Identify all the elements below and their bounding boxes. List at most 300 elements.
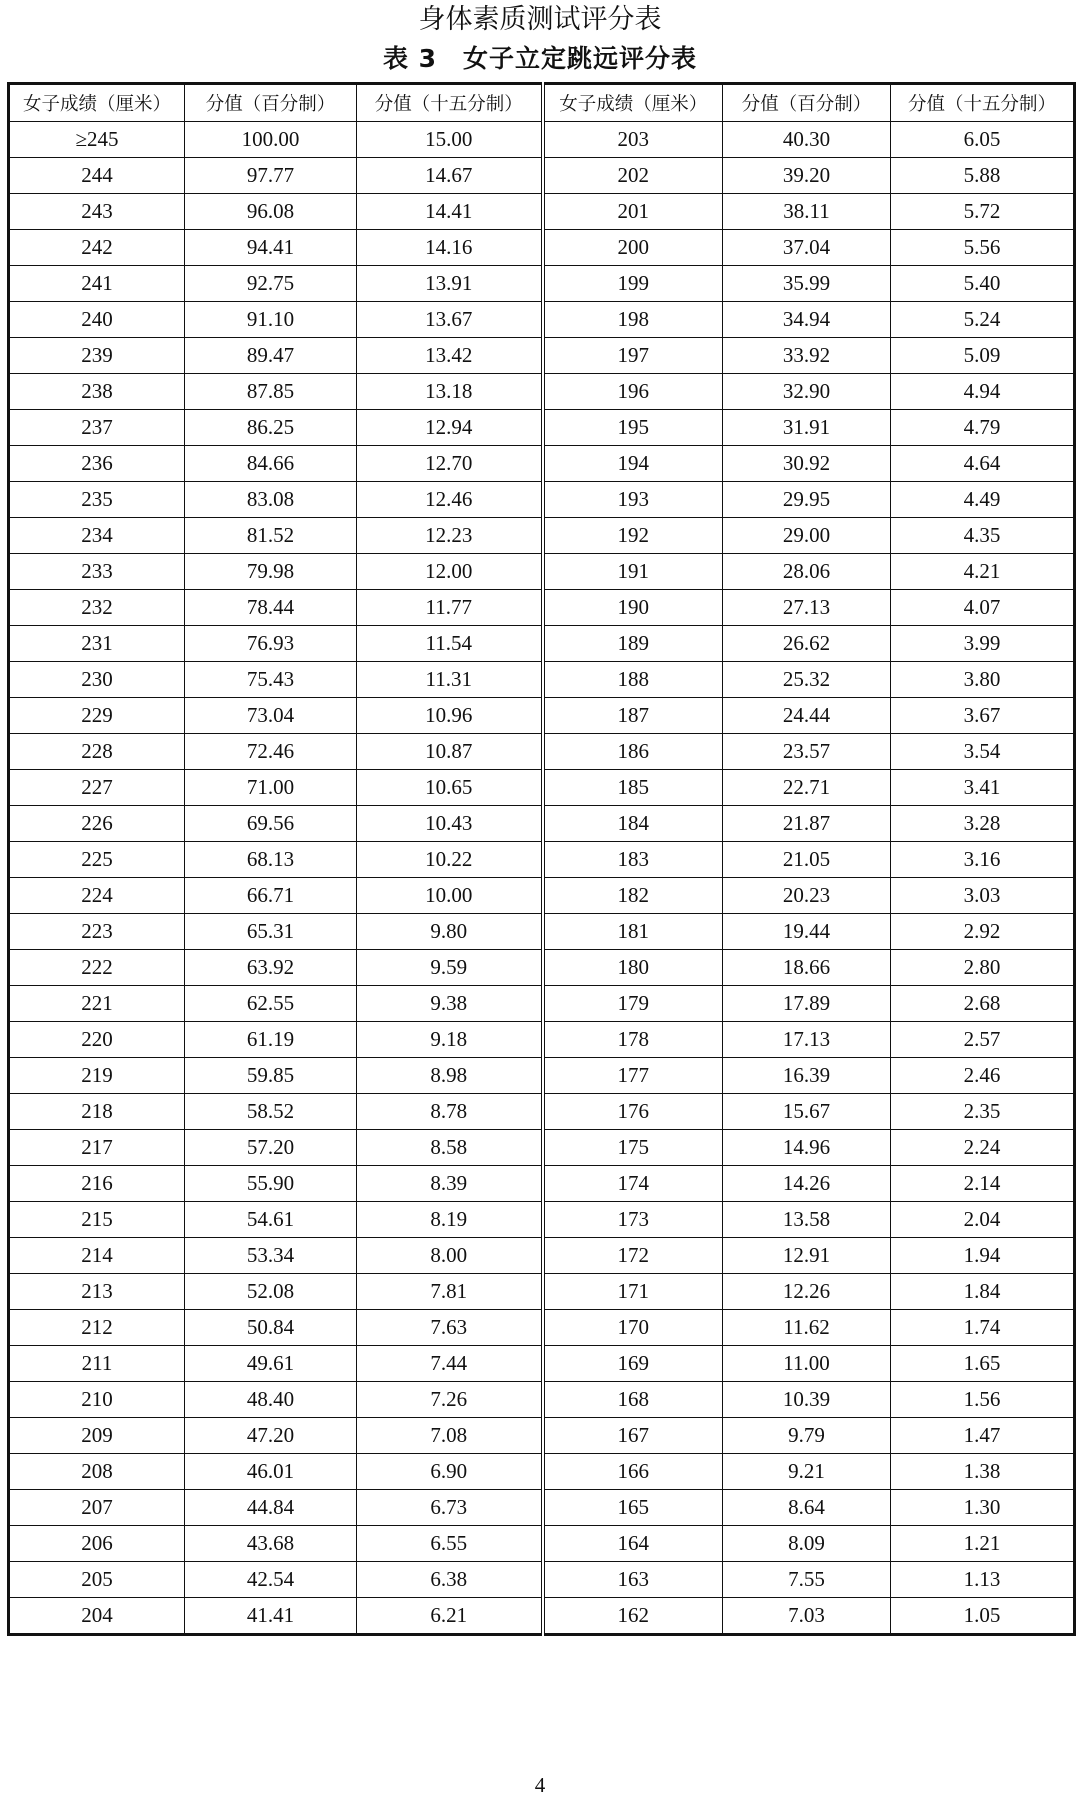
table-cell: 187	[543, 698, 723, 734]
table-subtitle: 表 3 女子立定跳远评分表	[382, 44, 698, 73]
table-cell: 57.20	[185, 1130, 357, 1166]
table-cell: 2.80	[891, 950, 1075, 986]
table-cell: 10.39	[723, 1382, 891, 1418]
table-cell: 22.71	[723, 770, 891, 806]
table-cell: 44.84	[185, 1490, 357, 1526]
table-cell: 1.13	[891, 1562, 1075, 1598]
table-cell: 13.18	[357, 374, 543, 410]
document-title: 身体素质测试评分表	[418, 4, 662, 35]
table-cell: 29.95	[723, 482, 891, 518]
column-header: 分值（十五分制）	[357, 84, 543, 122]
table-cell: 43.68	[185, 1526, 357, 1562]
table-cell: 84.66	[185, 446, 357, 482]
table-cell: 96.08	[185, 194, 357, 230]
table-cell: 205	[9, 1562, 185, 1598]
table-cell: 175	[543, 1130, 723, 1166]
page-number: 4	[534, 1773, 546, 1797]
table-cell: 4.49	[891, 482, 1075, 518]
table-cell: 243	[9, 194, 185, 230]
table-cell: 238	[9, 374, 185, 410]
table-cell: 8.64	[723, 1490, 891, 1526]
table-cell: 5.09	[891, 338, 1075, 374]
table-cell: 38.11	[723, 194, 891, 230]
table-cell: 8.00	[357, 1238, 543, 1274]
table-cell: 75.43	[185, 662, 357, 698]
table-cell: 21.05	[723, 842, 891, 878]
table-row	[9, 1562, 1075, 1598]
table-cell: 91.10	[185, 302, 357, 338]
table-cell: 216	[9, 1166, 185, 1202]
table-cell: 183	[543, 842, 723, 878]
table-cell: 220	[9, 1022, 185, 1058]
table-cell: 215	[9, 1202, 185, 1238]
table-cell: 86.25	[185, 410, 357, 446]
table-cell: 4.94	[891, 374, 1075, 410]
table-cell: 6.21	[357, 1598, 543, 1635]
table-cell: 65.31	[185, 914, 357, 950]
table-cell: 89.47	[185, 338, 357, 374]
table-cell: 185	[543, 770, 723, 806]
table-cell: 9.38	[357, 986, 543, 1022]
table-cell: 49.61	[185, 1346, 357, 1382]
table-cell: 11.00	[723, 1346, 891, 1382]
table-row	[9, 1310, 1075, 1346]
column-header: 分值（百分制）	[185, 84, 357, 122]
table-cell: 241	[9, 266, 185, 302]
table-cell: 73.04	[185, 698, 357, 734]
table-row	[9, 1274, 1075, 1310]
table-cell: 3.67	[891, 698, 1075, 734]
table-cell: 5.72	[891, 194, 1075, 230]
table-row	[9, 662, 1075, 698]
table-cell: 165	[543, 1490, 723, 1526]
table-cell: 11.31	[357, 662, 543, 698]
table-cell: 1.74	[891, 1310, 1075, 1346]
table-cell: 236	[9, 446, 185, 482]
column-header: 女子成绩（厘米）	[543, 84, 723, 122]
table-cell: 169	[543, 1346, 723, 1382]
table-cell: 199	[543, 266, 723, 302]
table-row	[9, 1094, 1075, 1130]
table-cell: 213	[9, 1274, 185, 1310]
table-cell: 71.00	[185, 770, 357, 806]
table-cell: 7.55	[723, 1562, 891, 1598]
table-cell: 37.04	[723, 230, 891, 266]
table-cell: 5.56	[891, 230, 1075, 266]
table-cell: 225	[9, 842, 185, 878]
table-cell: 162	[543, 1598, 723, 1635]
table-cell: 11.62	[723, 1310, 891, 1346]
table-cell: 17.89	[723, 986, 891, 1022]
table-cell: 167	[543, 1418, 723, 1454]
table-cell: 197	[543, 338, 723, 374]
table-cell: 188	[543, 662, 723, 698]
table-cell: 13.58	[723, 1202, 891, 1238]
table-cell: 26.62	[723, 626, 891, 662]
table-cell: 234	[9, 518, 185, 554]
table-cell: 4.07	[891, 590, 1075, 626]
table-cell: 172	[543, 1238, 723, 1274]
table-row	[9, 230, 1075, 266]
table-cell: 58.52	[185, 1094, 357, 1130]
table-cell: 190	[543, 590, 723, 626]
table-row	[9, 482, 1075, 518]
table-cell: 9.80	[357, 914, 543, 950]
table-cell: 33.92	[723, 338, 891, 374]
table-row	[9, 770, 1075, 806]
table-cell: 180	[543, 950, 723, 986]
table-cell: 235	[9, 482, 185, 518]
table-cell: 2.57	[891, 1022, 1075, 1058]
table-cell: 1.65	[891, 1346, 1075, 1382]
table-cell: 6.38	[357, 1562, 543, 1598]
table-cell: 201	[543, 194, 723, 230]
table-cell: 3.03	[891, 878, 1075, 914]
table-cell: 14.96	[723, 1130, 891, 1166]
table-cell: 47.20	[185, 1418, 357, 1454]
table-cell: 69.56	[185, 806, 357, 842]
table-cell: 14.26	[723, 1166, 891, 1202]
table-cell: 178	[543, 1022, 723, 1058]
table-cell: 1.38	[891, 1454, 1075, 1490]
table-cell: 211	[9, 1346, 185, 1382]
table-cell: 48.40	[185, 1382, 357, 1418]
table-row	[9, 518, 1075, 554]
table-cell: 4.64	[891, 446, 1075, 482]
table-cell: 8.58	[357, 1130, 543, 1166]
table-cell: 232	[9, 590, 185, 626]
table-cell: 41.41	[185, 1598, 357, 1635]
table-cell: 1.05	[891, 1598, 1075, 1635]
table-cell: 8.39	[357, 1166, 543, 1202]
table-row	[9, 1166, 1075, 1202]
table-cell: 79.98	[185, 554, 357, 590]
table-row	[9, 554, 1075, 590]
table-cell: 189	[543, 626, 723, 662]
table-cell: 72.46	[185, 734, 357, 770]
table-cell: 191	[543, 554, 723, 590]
table-cell: 186	[543, 734, 723, 770]
table-cell: 7.26	[357, 1382, 543, 1418]
table-cell: 81.52	[185, 518, 357, 554]
table-cell: 221	[9, 986, 185, 1022]
table-cell: 228	[9, 734, 185, 770]
table-cell: ≥245	[9, 122, 185, 158]
table-cell: 15.00	[357, 122, 543, 158]
column-header: 女子成绩（厘米）	[9, 84, 185, 122]
table-cell: 14.41	[357, 194, 543, 230]
table-cell: 4.79	[891, 410, 1075, 446]
table-cell: 244	[9, 158, 185, 194]
table-cell: 2.68	[891, 986, 1075, 1022]
score-table-container	[7, 82, 1073, 1636]
table-row	[9, 1418, 1075, 1454]
table-cell: 32.90	[723, 374, 891, 410]
table-cell: 208	[9, 1454, 185, 1490]
table-cell: 2.46	[891, 1058, 1075, 1094]
table-cell: 83.08	[185, 482, 357, 518]
table-row	[9, 374, 1075, 410]
table-cell: 10.22	[357, 842, 543, 878]
table-cell: 5.40	[891, 266, 1075, 302]
table-cell: 13.91	[357, 266, 543, 302]
table-cell: 204	[9, 1598, 185, 1635]
table-cell: 62.55	[185, 986, 357, 1022]
table-cell: 3.54	[891, 734, 1075, 770]
table-row	[9, 590, 1075, 626]
table-cell: 207	[9, 1490, 185, 1526]
table-cell: 20.23	[723, 878, 891, 914]
table-cell: 198	[543, 302, 723, 338]
table-cell: 12.70	[357, 446, 543, 482]
table-cell: 6.90	[357, 1454, 543, 1490]
table-cell: 218	[9, 1094, 185, 1130]
table-cell: 217	[9, 1130, 185, 1166]
table-cell: 9.21	[723, 1454, 891, 1490]
table-row	[9, 1238, 1075, 1274]
table-cell: 53.34	[185, 1238, 357, 1274]
table-cell: 1.94	[891, 1238, 1075, 1274]
table-row	[9, 446, 1075, 482]
table-cell: 46.01	[185, 1454, 357, 1490]
table-cell: 179	[543, 986, 723, 1022]
table-cell: 35.99	[723, 266, 891, 302]
table-cell: 7.81	[357, 1274, 543, 1310]
table-row	[9, 1526, 1075, 1562]
table-cell: 166	[543, 1454, 723, 1490]
table-cell: 9.79	[723, 1418, 891, 1454]
table-cell: 196	[543, 374, 723, 410]
table-row	[9, 1490, 1075, 1526]
table-cell: 10.87	[357, 734, 543, 770]
table-cell: 231	[9, 626, 185, 662]
table-cell: 4.21	[891, 554, 1075, 590]
table-cell: 181	[543, 914, 723, 950]
table-cell: 34.94	[723, 302, 891, 338]
table-row	[9, 734, 1075, 770]
table-cell: 5.88	[891, 158, 1075, 194]
table-cell: 230	[9, 662, 185, 698]
table-cell: 14.67	[357, 158, 543, 194]
table-cell: 2.04	[891, 1202, 1075, 1238]
table-cell: 239	[9, 338, 185, 374]
table-row	[9, 914, 1075, 950]
table-cell: 163	[543, 1562, 723, 1598]
table-row	[9, 266, 1075, 302]
table-row	[9, 950, 1075, 986]
table-cell: 15.67	[723, 1094, 891, 1130]
table-cell: 209	[9, 1418, 185, 1454]
table-cell: 10.00	[357, 878, 543, 914]
table-cell: 171	[543, 1274, 723, 1310]
table-cell: 76.93	[185, 626, 357, 662]
table-cell: 59.85	[185, 1058, 357, 1094]
table-cell: 21.87	[723, 806, 891, 842]
table-cell: 237	[9, 410, 185, 446]
table-cell: 214	[9, 1238, 185, 1274]
table-cell: 50.84	[185, 1310, 357, 1346]
table-cell: 54.61	[185, 1202, 357, 1238]
table-cell: 13.67	[357, 302, 543, 338]
table-cell: 97.77	[185, 158, 357, 194]
table-cell: 100.00	[185, 122, 357, 158]
table-cell: 182	[543, 878, 723, 914]
table-cell: 25.32	[723, 662, 891, 698]
table-row	[9, 986, 1075, 1022]
table-cell: 3.80	[891, 662, 1075, 698]
table-cell: 6.05	[891, 122, 1075, 158]
table-cell: 12.94	[357, 410, 543, 446]
table-row	[9, 1454, 1075, 1490]
table-cell: 27.13	[723, 590, 891, 626]
table-row	[9, 410, 1075, 446]
table-cell: 7.08	[357, 1418, 543, 1454]
table-cell: 242	[9, 230, 185, 266]
table-cell: 223	[9, 914, 185, 950]
table-cell: 39.20	[723, 158, 891, 194]
table-row	[9, 842, 1075, 878]
table-row	[9, 806, 1075, 842]
table-body	[9, 122, 1075, 1635]
table-row	[9, 194, 1075, 230]
table-row	[9, 1346, 1075, 1382]
table-row	[9, 698, 1075, 734]
table-row	[9, 1130, 1075, 1166]
table-row	[9, 158, 1075, 194]
table-cell: 219	[9, 1058, 185, 1094]
table-cell: 206	[9, 1526, 185, 1562]
table-cell: 227	[9, 770, 185, 806]
table-cell: 16.39	[723, 1058, 891, 1094]
table-cell: 2.35	[891, 1094, 1075, 1130]
table-cell: 193	[543, 482, 723, 518]
table-cell: 12.46	[357, 482, 543, 518]
table-cell: 42.54	[185, 1562, 357, 1598]
table-cell: 173	[543, 1202, 723, 1238]
table-cell: 7.44	[357, 1346, 543, 1382]
table-cell: 52.08	[185, 1274, 357, 1310]
table-cell: 66.71	[185, 878, 357, 914]
table-cell: 61.19	[185, 1022, 357, 1058]
table-cell: 200	[543, 230, 723, 266]
table-cell: 194	[543, 446, 723, 482]
table-cell: 4.35	[891, 518, 1075, 554]
table-cell: 1.30	[891, 1490, 1075, 1526]
table-cell: 40.30	[723, 122, 891, 158]
table-cell: 10.65	[357, 770, 543, 806]
table-cell: 2.14	[891, 1166, 1075, 1202]
table-cell: 233	[9, 554, 185, 590]
table-cell: 6.73	[357, 1490, 543, 1526]
table-cell: 224	[9, 878, 185, 914]
table-cell: 14.16	[357, 230, 543, 266]
table-cell: 11.77	[357, 590, 543, 626]
table-cell: 12.91	[723, 1238, 891, 1274]
table-cell: 18.66	[723, 950, 891, 986]
table-cell: 6.55	[357, 1526, 543, 1562]
header-row	[9, 84, 1075, 122]
table-cell: 94.41	[185, 230, 357, 266]
table-cell: 19.44	[723, 914, 891, 950]
table-row	[9, 878, 1075, 914]
table-cell: 8.78	[357, 1094, 543, 1130]
table-cell: 229	[9, 698, 185, 734]
table-cell: 30.92	[723, 446, 891, 482]
table-cell: 1.21	[891, 1526, 1075, 1562]
column-header: 分值（百分制）	[723, 84, 891, 122]
table-cell: 17.13	[723, 1022, 891, 1058]
table-cell: 3.28	[891, 806, 1075, 842]
table-row	[9, 338, 1075, 374]
table-cell: 203	[543, 122, 723, 158]
table-cell: 8.98	[357, 1058, 543, 1094]
table-row	[9, 1022, 1075, 1058]
table-cell: 12.23	[357, 518, 543, 554]
table-cell: 226	[9, 806, 185, 842]
table-cell: 23.57	[723, 734, 891, 770]
table-cell: 12.00	[357, 554, 543, 590]
table-cell: 7.03	[723, 1598, 891, 1635]
table-cell: 2.24	[891, 1130, 1075, 1166]
table-cell: 8.09	[723, 1526, 891, 1562]
table-row	[9, 122, 1075, 158]
table-row	[9, 1598, 1075, 1635]
table-cell: 202	[543, 158, 723, 194]
table-cell: 176	[543, 1094, 723, 1130]
table-cell: 1.84	[891, 1274, 1075, 1310]
table-cell: 210	[9, 1382, 185, 1418]
table-cell: 3.41	[891, 770, 1075, 806]
table-cell: 1.47	[891, 1418, 1075, 1454]
table-header	[9, 84, 1075, 122]
column-header: 分值（十五分制）	[891, 84, 1075, 122]
table-cell: 192	[543, 518, 723, 554]
table-cell: 170	[543, 1310, 723, 1346]
table-cell: 212	[9, 1310, 185, 1346]
table-cell: 184	[543, 806, 723, 842]
table-cell: 3.16	[891, 842, 1075, 878]
table-cell: 9.59	[357, 950, 543, 986]
score-table	[7, 82, 1076, 1636]
table-cell: 28.06	[723, 554, 891, 590]
table-cell: 7.63	[357, 1310, 543, 1346]
table-cell: 195	[543, 410, 723, 446]
table-cell: 92.75	[185, 266, 357, 302]
table-cell: 29.00	[723, 518, 891, 554]
table-cell: 168	[543, 1382, 723, 1418]
table-cell: 87.85	[185, 374, 357, 410]
table-cell: 11.54	[357, 626, 543, 662]
table-cell: 5.24	[891, 302, 1075, 338]
table-row	[9, 1058, 1075, 1094]
table-cell: 13.42	[357, 338, 543, 374]
table-row	[9, 1382, 1075, 1418]
table-row	[9, 302, 1075, 338]
table-cell: 1.56	[891, 1382, 1075, 1418]
table-cell: 31.91	[723, 410, 891, 446]
table-cell: 222	[9, 950, 185, 986]
table-cell: 78.44	[185, 590, 357, 626]
table-cell: 10.43	[357, 806, 543, 842]
table-cell: 3.99	[891, 626, 1075, 662]
table-cell: 164	[543, 1526, 723, 1562]
table-cell: 55.90	[185, 1166, 357, 1202]
table-cell: 24.44	[723, 698, 891, 734]
table-cell: 68.13	[185, 842, 357, 878]
table-cell: 8.19	[357, 1202, 543, 1238]
table-cell: 2.92	[891, 914, 1075, 950]
table-cell: 177	[543, 1058, 723, 1094]
